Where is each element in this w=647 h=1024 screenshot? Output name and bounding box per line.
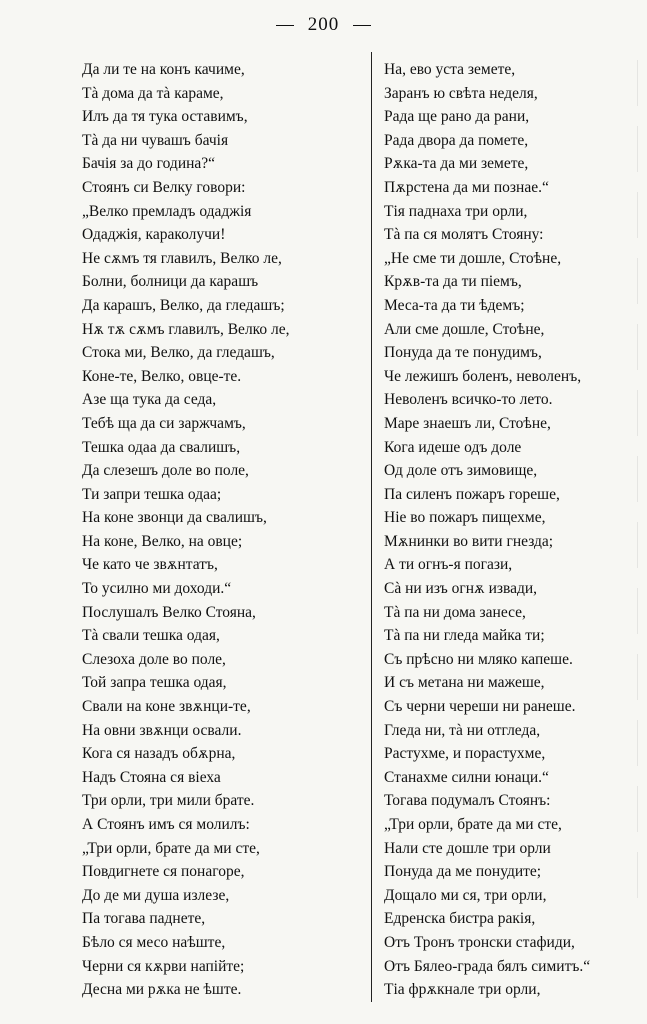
verse-line: Ти запри тешка одаа;: [82, 485, 222, 503]
verse-line: Од доле отъ зимовище,: [384, 462, 538, 480]
verse-line: Съ прѣсно ни мляко капеше.: [384, 650, 573, 668]
verse-line: Свали на коне звѫнци-те,: [82, 698, 251, 716]
verse-line: Десна ми рѫка не ѣште.: [82, 981, 242, 999]
verse-line: Да слезешъ доле во поле,: [82, 462, 249, 480]
verse-line: Надъ Стояна ся віеха: [82, 768, 221, 786]
margin-bleed-through: [631, 60, 645, 1010]
verse-line: Кога идеше одъ доле: [384, 438, 522, 456]
verse-line: Тà дома да тà караме,: [82, 84, 224, 102]
verse-line: Рѫка-та да ми земете,: [384, 155, 529, 173]
verse-line: Мѫнинки во вити гнезда;: [384, 532, 554, 550]
verse-line: Тіа фрѫкнале три орли,: [384, 981, 541, 999]
page-number: 200: [307, 14, 340, 35]
verse-line: Да карашъ, Велко, да гледашъ;: [82, 296, 285, 314]
verse-line: Али сме дошле, Стоѣне,: [384, 320, 545, 338]
verse-line: Тà па ся молятъ Стояну:: [384, 226, 544, 244]
verse-line: Азе ща тука да седа,: [82, 391, 217, 409]
page-header: [0, 14, 647, 36]
verse-line: Рада двора да помете,: [384, 131, 529, 149]
verse-line: Растухме, и порастухме,: [384, 745, 546, 763]
verse-line: Неволенъ всичко-то лето.: [384, 391, 553, 409]
header-dash-left: [276, 25, 294, 26]
verse-line: Тебѣ ща да си заржчамъ,: [82, 414, 246, 432]
verse-line: Пѫрстена да ми познае.“: [384, 178, 549, 196]
left-column: [82, 58, 352, 1002]
verse-line: Че лежишъ боленъ, неволенъ,: [384, 367, 582, 385]
verse-line: „Не сме ти дошле, Стоѣне,: [384, 249, 562, 267]
verse-line: На, ево уста земете,: [384, 61, 516, 78]
verse-line: До де ми душа излезе,: [82, 886, 230, 904]
verse-line: Рада ще рано да рани,: [384, 108, 530, 126]
verse-line: Болни, болници да карашъ: [82, 273, 259, 291]
verse-line: Понуда да ме понудите;: [384, 863, 542, 881]
verse-line: На коне звонци да свалишъ,: [82, 509, 267, 527]
verse-line: Тогава подумалъ Стоянъ:: [384, 792, 551, 810]
verse-line: Кога ся назадъ обѫрна,: [82, 745, 236, 763]
verse-line: „Три орли, брате да ми сте,: [384, 816, 562, 833]
verse-line: Сà ни изъ огнѫ извади,: [384, 580, 538, 598]
verse-line: Илъ да тя тука оставимъ,: [82, 108, 248, 126]
verse-line: Бачія за до година?“: [82, 155, 216, 173]
verse-line: Три орли, три мили брате.: [82, 792, 255, 810]
verse-line: Послушалъ Велко Стояна,: [82, 603, 256, 621]
verse-line: Че като че звѫнтатъ,: [82, 556, 218, 574]
verse-line: На коне, Велко, на овце;: [82, 532, 243, 550]
verse-line: Крѫв-та да ти піемъ,: [384, 273, 522, 291]
verse-line: Тà па ни дома занесе,: [384, 603, 526, 621]
verse-line: Понуда да те понудимъ,: [384, 344, 542, 362]
verse-line: Гледа ни, тà ни отгледа,: [384, 721, 541, 739]
verse-line: И съ метана ни мажеше,: [384, 674, 545, 692]
verse-line: Отъ Бялео-града бялъ симитъ.“: [384, 957, 591, 975]
verse-line: Нѫ тѫ сѫмъ главилъ, Велко ле,: [82, 320, 290, 338]
verse-line: Едренска бистра ракія,: [384, 910, 536, 928]
verse-line: Тешка одаа да свалишъ,: [82, 438, 241, 456]
verse-line: Тà да ни чувашъ бачія: [82, 131, 229, 149]
verse-line: Станахме силни юнаци.“: [384, 768, 549, 786]
verse-line: Тія паднаха три орли,: [384, 202, 528, 220]
column-divider: [371, 52, 372, 1002]
verse-line: Одаджія, караколучи!: [82, 226, 226, 244]
verse-line: Коне-те, Велко, овце-те.: [82, 367, 242, 385]
verse-line: Тà свали тешка одая,: [82, 627, 220, 645]
verse-line: Слезоха доле во поле,: [82, 650, 226, 668]
verse-line: Заранъ ю свѣта неделя,: [384, 84, 538, 102]
verse-line: Не сѫмъ тя главилъ, Велко ле,: [82, 249, 282, 267]
verse-line: А ти огнъ-я погази,: [384, 556, 513, 574]
verse-line: Стоянъ си Велку говори:: [82, 178, 246, 196]
verse-line: Ніе во пожаръ пищехме,: [384, 509, 546, 527]
verse-line: На овни звѫнци освали.: [82, 721, 242, 739]
verse-line: Тà па ни гледа майка ти;: [384, 627, 545, 645]
verse-line: Той запра тешка одая,: [82, 674, 227, 692]
verse-line: Съ черни череши ни ранеше.: [384, 698, 576, 716]
header-dash-right: [353, 25, 371, 26]
verse-line: Меса-та да ти ѣдемъ;: [384, 296, 525, 314]
verse-line: Черни ся кѫрви напійте;: [82, 957, 245, 975]
verse-line: „Три орли, брате да ми сте,: [82, 839, 260, 857]
right-column: [384, 58, 634, 1002]
verse-line: „Велко премладъ одаджія: [82, 202, 252, 220]
verse-line: То усилно ми доходи.“: [82, 580, 232, 598]
verse-line: Маре знаешъ ли, Стоѣне,: [384, 414, 551, 432]
verse-line: Па тогава паднете,: [82, 910, 206, 928]
verse-line: Па силенъ пожаръ гореше,: [384, 485, 560, 503]
verse-line: Стока ми, Велко, да гледашъ,: [82, 344, 275, 362]
verse-line: Да ли те на конъ качиме,: [82, 61, 245, 78]
verse-line: Нали сте дошле три орли: [384, 839, 551, 857]
verse-line: Бѣло ся месо наѣште,: [82, 933, 226, 951]
verse-line: Отъ Тронъ тронски стафиди,: [384, 933, 575, 951]
verse-line: Дощало ми ся, три орли,: [384, 886, 547, 904]
verse-line: А Стоянъ имъ ся молилъ:: [82, 816, 250, 833]
verse-line: Повдигнете ся понагоре,: [82, 863, 245, 881]
